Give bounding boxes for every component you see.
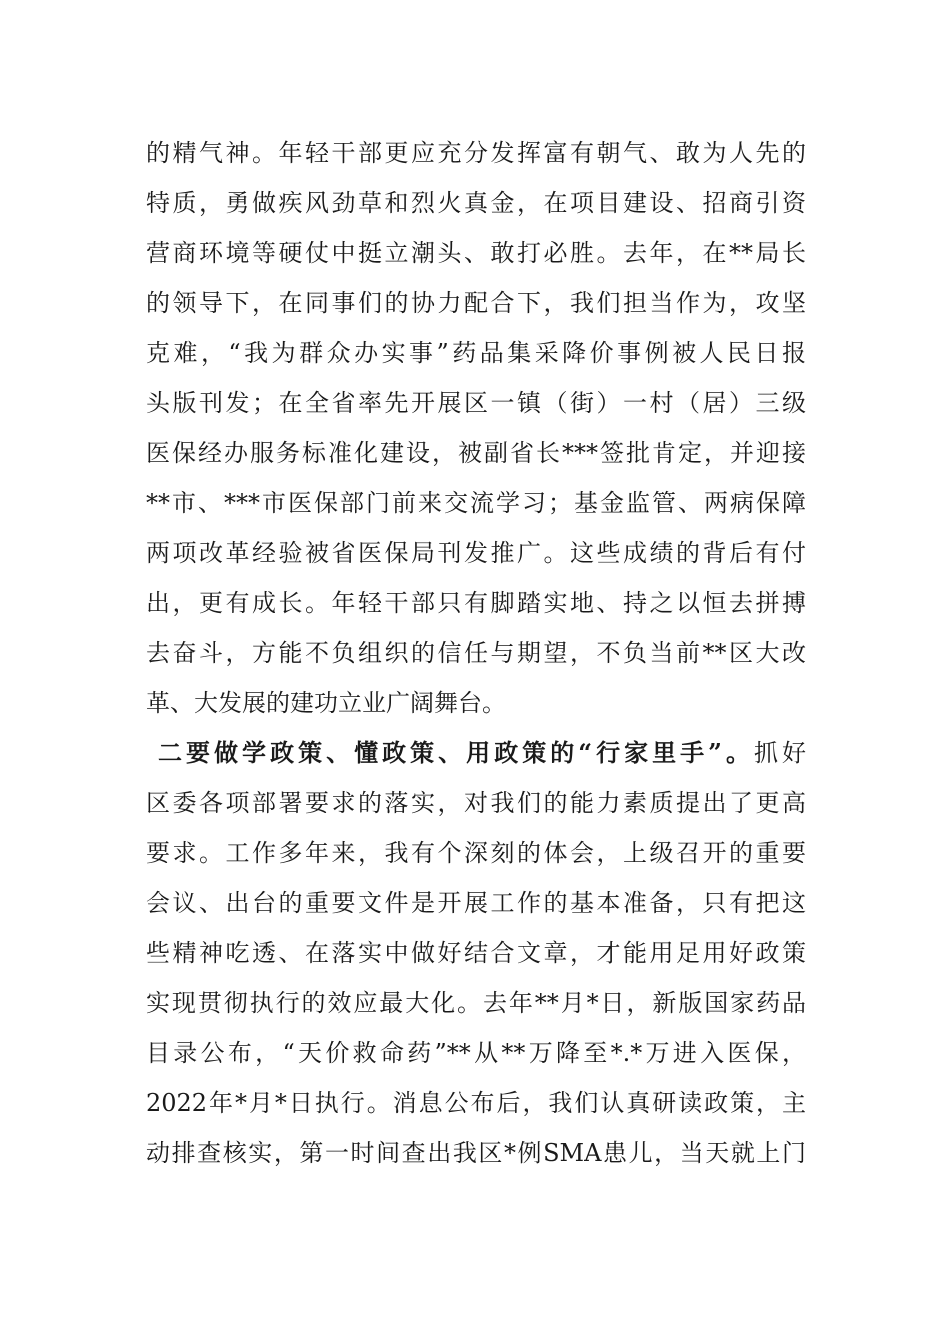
paragraph-line: 的领导下，在同事们的协力配合下，我们担当作为，攻坚 — [146, 289, 806, 317]
paragraph-line: 特质，勇做疾风劲草和烈火真金，在项目建设、招商引资 — [146, 189, 806, 217]
paragraph-line: 头版刊发；在全省率先开展区一镇（街）一村（居）三级 — [146, 389, 806, 417]
paragraph-line: 营商环境等硬仗中挺立潮头、敢打必胜。去年，在**局长 — [146, 239, 806, 267]
paragraph-line: 两项改革经验被省医保局刊发推广。这些成绩的背后有付 — [146, 539, 806, 567]
paragraph-heading-line — [146, 728, 806, 778]
paragraph-line: **市、***市医保部门前来交流学习；基金监管、两病保障 — [146, 489, 806, 517]
paragraph-line: 会议、出台的重要文件是开展工作的基本准备，只有把这 — [146, 889, 806, 917]
paragraph-line: 革、大发展的建功立业广阔舞台。 — [146, 689, 506, 717]
section-heading: 二要做学政策、懂政策、用政策的“行家里手”。 — [158, 738, 754, 767]
paragraph-line: 动排查核实，第一时间查出我区*例SMA患儿，当天就上门 — [146, 1139, 806, 1167]
paragraph-line: 2022年*月*日执行。消息公布后，我们认真研读政策，主 — [146, 1089, 806, 1117]
paragraph-2 — [146, 728, 806, 1178]
paragraph-line: 医保经办服务标准化建设，被副省长***签批肯定，并迎接 — [146, 439, 806, 467]
heading-tail-text: 抓好 — [753, 739, 807, 767]
paragraph-line: 去奋斗，方能不负组织的信任与期望，不负当前**区大改 — [146, 639, 806, 667]
paragraph-line: 的精气神。年轻干部更应充分发挥富有朝气、敢为人先的 — [146, 139, 806, 167]
paragraph-line: 克难，“我为群众办实事”药品集采降价事例被人民日报 — [146, 339, 806, 367]
paragraph-line: 出，更有成长。年轻干部只有脚踏实地、持之以恒去拼搏 — [146, 589, 806, 617]
paragraph-line: 实现贯彻执行的效应最大化。去年**月*日，新版国家药品 — [146, 989, 806, 1017]
paragraph-line: 些精神吃透、在落实中做好结合文章，才能用足用好政策 — [146, 939, 806, 967]
paragraph-line: 要求。工作多年来，我有个深刻的体会，上级召开的重要 — [146, 839, 806, 867]
paragraph-1 — [146, 128, 806, 728]
document-body — [146, 128, 806, 1178]
paragraph-line: 目录公布，“天价救命药”**从**万降至*.*万进入医保， — [146, 1039, 806, 1067]
paragraph-line: 区委各项部署要求的落实，对我们的能力素质提出了更高 — [146, 789, 806, 817]
